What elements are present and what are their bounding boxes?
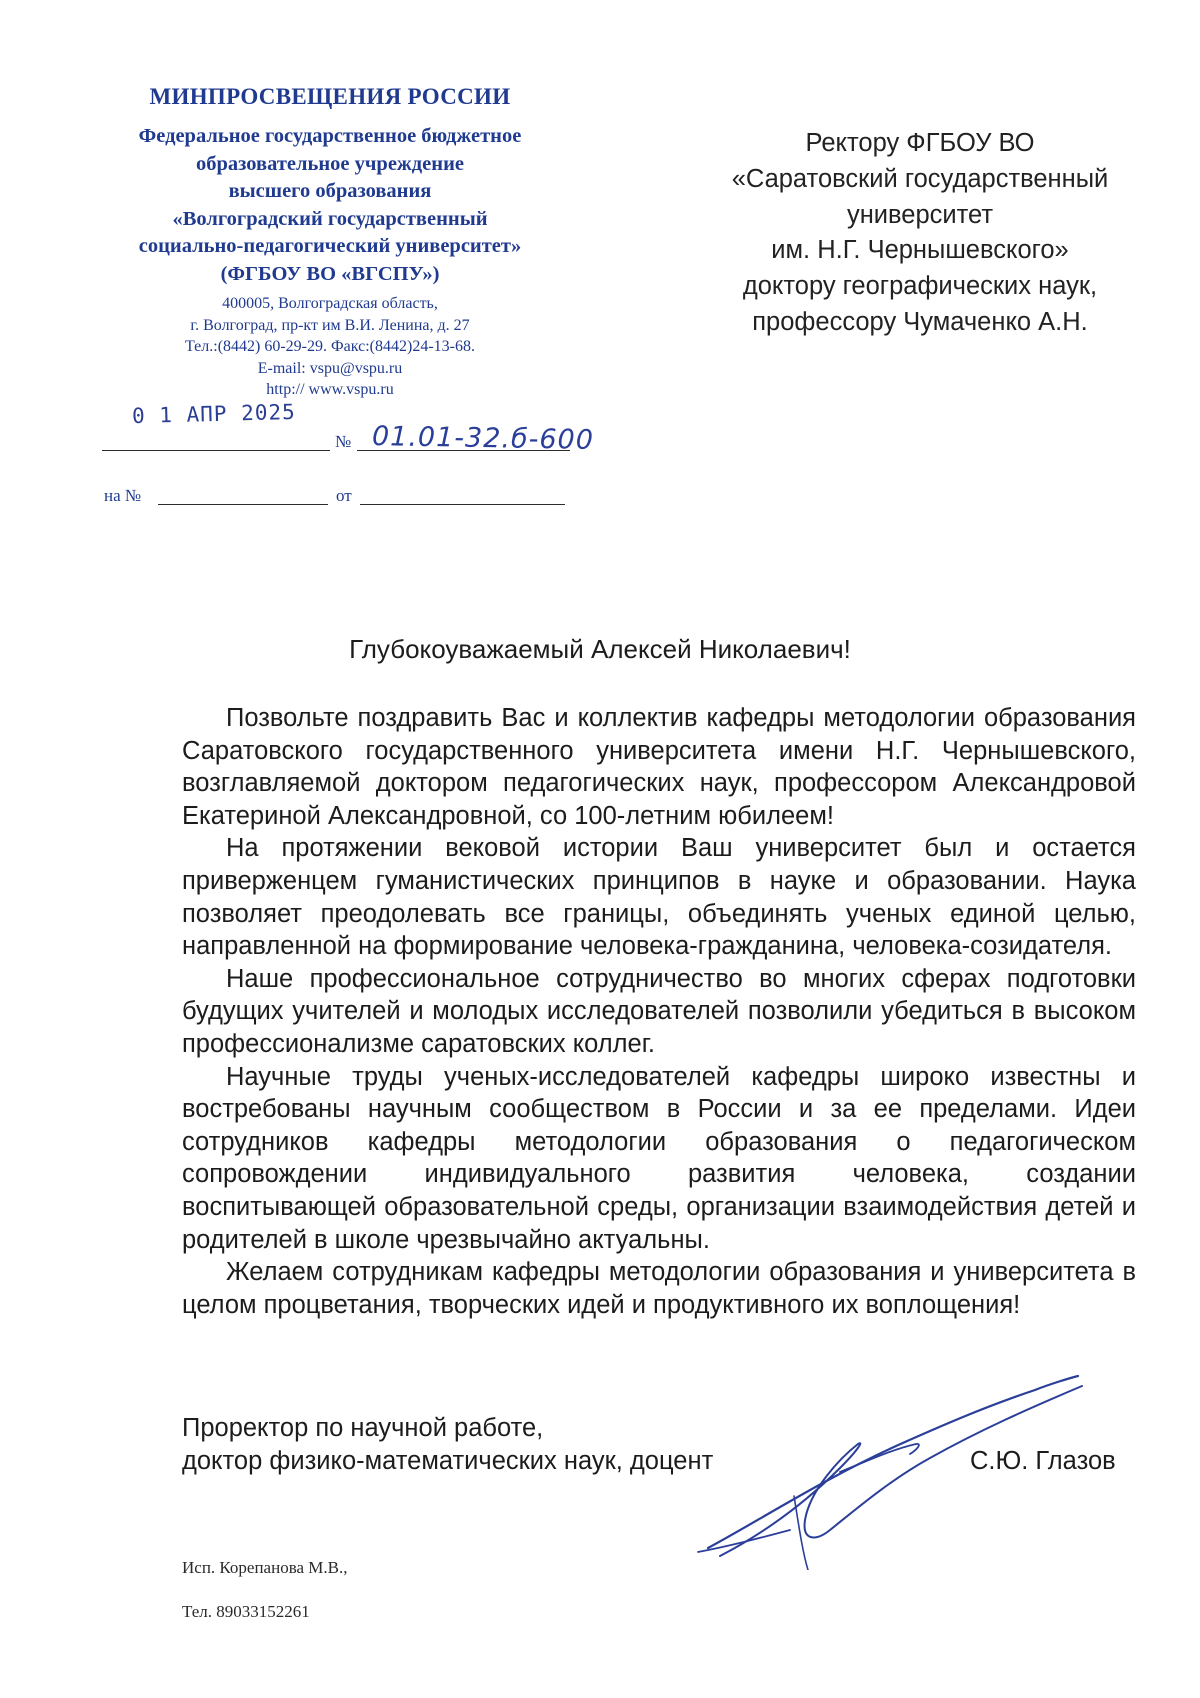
letter-body — [182, 702, 1136, 1321]
addressee — [700, 126, 1140, 341]
address-line: 400005, Волгоградская область, — [222, 295, 438, 312]
letterhead — [80, 84, 580, 401]
ref-date-label: от — [336, 486, 352, 505]
ref-number-underline — [158, 504, 328, 505]
addressee-line: профессору Чумаченко А.Н. — [752, 307, 1088, 336]
org-line: социально-педагогический университет» — [138, 235, 522, 257]
org-line: (ФГБОУ ВО «ВГСПУ») — [220, 262, 440, 285]
body-paragraph: На протяжении вековой истории Ваш университет был и остается приверженцем гуманистических принципов в науке и образовании. Наука позволяет преодолевать все границы, объединять ученых единой целью, направленной на формирование человека-гражданина, человека-созидателя. — [182, 834, 1136, 961]
body-paragraph: Научные труды ученых-исследователей кафедры широко известны и востребованы научным сообществом в России и за ее пределами. Идеи сотрудников кафедры методологии образования о педагогическом сопровождении индивидуального развития человека, создании воспитывающей образовательной среды, организации взаимодействия детей и родителей в школе чрезвычайно актуальны. — [182, 1062, 1136, 1254]
org-address — [80, 293, 580, 401]
website-line: http:// www.vspu.ru — [266, 381, 394, 398]
date-stamp: 0 1 АПР 2025 — [131, 399, 297, 429]
org-line: «Волгоградский государственный — [172, 207, 488, 230]
ref-date-underline — [360, 504, 565, 505]
phone-fax-line: Тел.:(8442) 60-29-29. Факс:(8442)24-13-68. — [185, 338, 475, 355]
addressee-line: им. Н.Г. Чернышевского» — [771, 236, 1069, 265]
date-underline — [102, 450, 330, 451]
addressee-line: доктору географических наук, — [742, 272, 1098, 301]
executor-phone: Тел. 89033152261 — [182, 1602, 310, 1621]
salutation: Глубокоуважаемый Алексей Николаевич! — [349, 634, 851, 664]
body-paragraph: Позвольте поздравить Вас и коллектив кафедры методологии образования Саратовского государственного университета имени Н.Г. Чернышевского, возглавляемой доктором педагогических наук, профессором Александровой Екатериной Александровной, со 100-летним юбилеем! — [182, 704, 1136, 830]
org-line: Федеральное государственное бюджетное — [138, 125, 522, 147]
addressee-line: Ректору ФГБОУ ВО — [805, 129, 1035, 157]
ref-number-label: на № — [104, 486, 142, 505]
body-paragraph: Наше профессиональное сотрудничество во многих сферах подготовки будущих учителей и молодых исследователей позволили убедиться в высоком профессионализме саратовских коллег. — [182, 964, 1136, 1058]
org-name — [80, 123, 580, 288]
signer-name: С.Ю. Глазов — [970, 1447, 1116, 1475]
email-line: E-mail: vspu@vspu.ru — [257, 359, 403, 377]
registration-number: 01.01-32.б-600 — [371, 421, 595, 456]
org-line: высшего образования — [228, 180, 432, 202]
executor-name: Исп. Корепанова М.В., — [182, 1558, 348, 1577]
body-paragraph: Желаем сотрудникам кафедры методологии образования и университета в целом процветания, творческих идей и продуктивного их воплощения! — [182, 1258, 1136, 1319]
ministry-name: МИНПРОСВЕЩЕНИЯ РОССИИ — [149, 84, 511, 109]
number-label: № — [335, 432, 352, 451]
address-line: г. Волгоград, пр-кт им В.И. Ленина, д. 27 — [190, 316, 470, 334]
signer-title — [182, 1412, 713, 1478]
addressee-line: «Саратовский государственный — [731, 164, 1109, 193]
signer-title-line: доктор физико-математических наук, доцент — [182, 1447, 714, 1475]
org-line: образовательное учреждение — [196, 152, 464, 175]
signer-title-line: Проректор по научной работе, — [182, 1414, 544, 1442]
executor-info — [182, 1546, 348, 1634]
addressee-line: университет — [846, 200, 994, 229]
